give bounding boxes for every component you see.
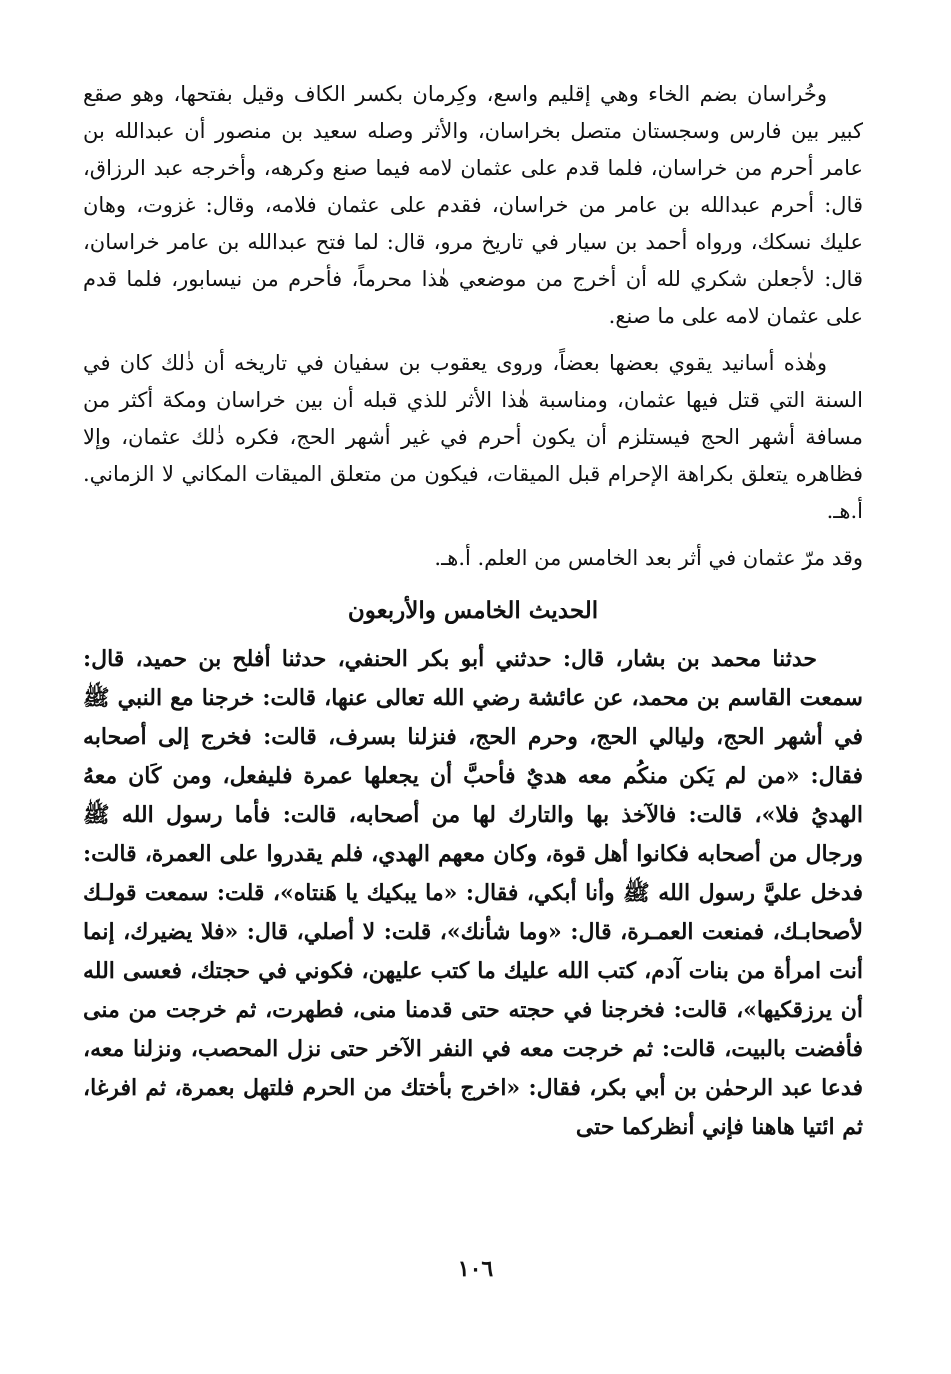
hadith-section: [83, 640, 863, 1147]
hadith-text: حدثنا محمد بن بشار، قال: حدثني أبو بكر الحنفي، حدثنا أفلح بن حميد، قال: سمعت القاسم بن محمد، عن عائشة رضي الله تعالى عنها، قالت: خرجنا مع النبي ﷺ في أشهر الحج، وليالي الحج، وحرم الحج، فنزلنا بسرف، قالت: فخرج إلى أصحابه فقال: «من لم يَكن منكُم معه هديٌ فأحبَّ أن يجعلها عمرة فليفعل، ومن كَان معهُ الهديُ فلا»، قالت: فالآخذ بها والتارك لها من أصحابه، قالت: فأما رسول الله ﷺ ورجال من أصحابه فكانوا أهل قوة، وكان معهم الهدي، فلم يقدروا على العمرة، قالت: فدخل عليَّ رسول الله ﷺ وأنا أبكي، فقال: «ما يبكيك يا هَنتاه»، قلت: سمعت قولـك لأصحابـك، فمنعت العمـرة، قال: «وما شأنك»، قلت: لا أصلي، قال: «فلا يضيرك، إنما أنت امرأة من بنات آدم، كتب الله عليك ما كتب عليهن، فكوني في حجتك، فعسى الله أن يرزقكيها»، قالت: فخرجنا في حجته حتى قدمنا منى، فطهرت، ثم خرجت من منى فأفضت بالبيت، قالت: ثم خرجت معه في النفر الآخر حتى نزل المحصب، ونزلنا معه، فدعا عبد الرحمٰن بن أبي بكر، فقال: «اخرج بأختك من الحرم فلتهل بعمرة، ثم افرغا، ثم ائتيا هاهنا فإني أنظركما حتى: [83, 646, 863, 1140]
section-heading: الحديث الخامس والأربعون: [347, 597, 599, 624]
commentary-paragraph: وقد مرّ عثمان في أثر بعد الخامس من العلم. أ.هـ.: [434, 546, 863, 570]
commentary-paragraph: وهٰذه أسانيد يقوي بعضها بعضاً، وروى يعقوب بن سفيان في تاريخه أن ذٰلك كان في السنة التي قتل فيها عثمان، ومناسبة هٰذا الأثر للذي قبله أن بين خراسان ومكة أكثر من مسافة أشهر الحج فيستلزم أن يكون أحرم في غير أشهر الحج، فكره ذٰلك عثمان، وإلا فظاهره يتعلق بكراهة الإحرام قبل الميقات، فيكون من متعلق الميقات المكاني لا الزماني. أ.هـ.: [83, 351, 863, 523]
page-number: ١٠٦: [457, 1256, 494, 1282]
commentary-section: [83, 76, 863, 577]
commentary-paragraph: وخُراسان بضم الخاء وهي إقليم واسع، وكِرمان بكسر الكاف وقيل بفتحها، وهو صقع كبير بين فارس وسجستان متصل بخراسان، والأثر وصله سعيد بن منصور أن عبدالله بن عامر أحرم من خراسان، فلما قدم على عثمان لامه فيما صنع وكرهه، وأخرجه عبد الرزاق، قال: أحرم عبدالله بن عامر من خراسان، فقدم على عثمان فلامه، وقال: غزوت، وهان عليك نسكك، ورواه أحمد بن سيار في تاريخ مرو، قال: لما فتح عبدالله بن عامر خراسان، قال: لأجعلن شكري لله أن أخرج من موضعي هٰذا محرماً، فأحرم من نيسابور، فلما قدم على عثمان لامه على ما صنع.: [83, 82, 863, 328]
